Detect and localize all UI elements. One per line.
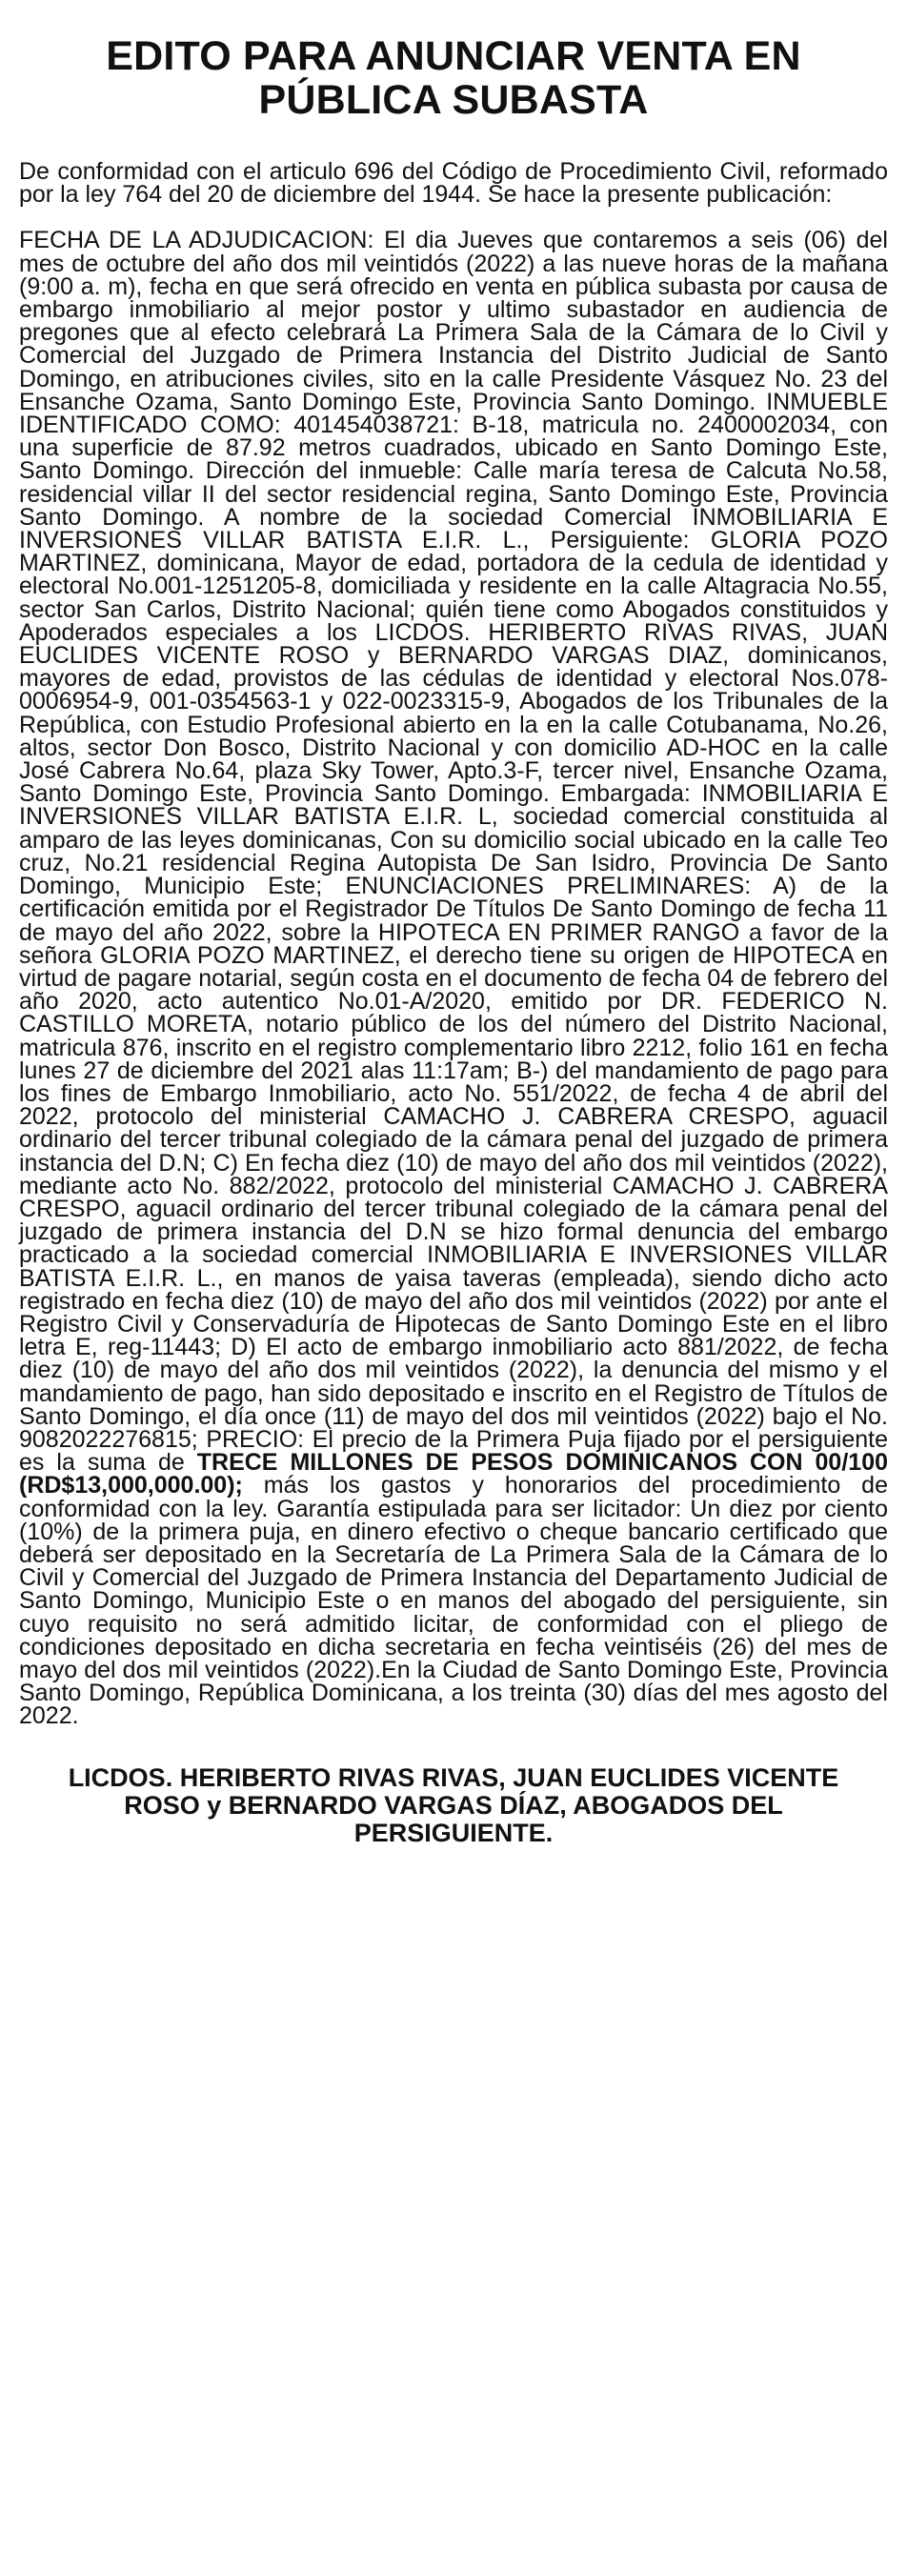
- notice-title-line-2: PÚBLICA SUBASTA: [258, 77, 649, 123]
- notice-title-line-1: EDITO PARA ANUNCIAR VENTA EN: [106, 33, 801, 79]
- auction-terms-text: más los gastos y honorarios del procedimiento de conformidad con la ley. Garantía estipulada para ser licitador: Un diez por ciento (10%) de la primera puja, en dinero efectivo o cheque bancario certificado que deberá ser depositado en la Secretaría de La Primera Sala de la Cámara de lo Civil y Comercial del Juzgado de Primera Instancia del Departamento Judicial de Santo Domingo, Municipio Este o en manos del abogado del persiguiente, sin cuyo requisito no será admitido licitar, de conformidad con el pliego de condiciones depositado en dicha secretaria en fecha veintiséis (26) del mes de mayo del dos mil veintidos (2022).En la Ciudad de Santo Domingo Este, Provincia Santo Domingo, República Dominicana, a los treinta (30) días del mes agosto del 2022.: [19, 1472, 888, 1730]
- intro-paragraph: De conformidad con el articulo 696 del Código de Procedimiento Civil, reformado por la ley 764 del 20 de diciembre del 1944. Se hace la presente publicación:: [19, 158, 888, 209]
- auction-details-paragraph: [19, 227, 888, 1730]
- notice-title: [19, 34, 888, 122]
- price-amount: TRECE MILLONES DE PESOS DOMINICANOS CON 00/100 (RD$13,000,000.00);: [19, 1449, 888, 1499]
- auction-details-text: FECHA DE LA ADJUDICACION: El dia Jueves que contaremos a seis (06) del mes de octubre del año dos mil veintidós (2022) a las nueve horas de la mañana (9:00 a. m), fecha en que será ofrecido en venta en pública subasta por causa de embargo inmobiliario al mejor postor y ultimo subastador en audiencia de pregones que al efecto celebrará La Primera Sala de la Cámara de lo Civil y Comercial del Juzgado de Primera Instancia del Distrito Judicial de Santo Domingo, en atribuciones civiles, sito en la calle Presidente Vásquez No. 23 del Ensanche Ozama, Santo Domingo Este, Provincia Santo Domingo. INMUEBLE IDENTIFICADO COMO: 401454038721: B-18, matricula no. 2400002034, con una superficie de 87.92 metros cuadrados, ubicado en Santo Domingo Este, Santo Domingo. Dirección del inmueble: Calle maría teresa de Calcuta No.58, residencial villar II del sector residencial regina, Santo Domingo Este, Provincia Santo Domingo. A nombre de la sociedad Comercial INMOBILIARIA E INVERSIONES VILLAR BATISTA E.I.R. L., Persiguiente: GLORIA POZO MARTINEZ, dominicana, Mayor de edad, portadora de la cedula de identidad y electoral No.001-1251205-8, domiciliada y residente en la calle Altagracia No.55, sector San Carlos, Distrito Nacional; quién tiene como Abogados constituidos y Apoderados especiales a los LICDOS. HERIBERTO RIVAS RIVAS, JUAN EUCLIDES VICENTE ROSO y BERNARDO VARGAS DIAZ, dominicanos, mayores de edad, provistos de las cédulas de identidad y electoral Nos.078-0006954-9, 001-0354563-1 y 022-0023315-9, Abogados de los Tribunales de la República, con Estudio Profesional abierto en la en la calle Cotubanama, No.26, altos, sector Don Bosco, Distrito Nacional y con domicilio AD-HOC en la calle José Cabrera No.64, plaza Sky Tower, Apto.3-F, tercer nivel, Ensanche Ozama, Santo Domingo Este, Provincia Santo Domingo. Embargada: INMOBILIARIA E INVERSIONES VILLAR BATISTA E.I.R. L, sociedad comercial constituida al amparo de las leyes dominicanas, Con su domicilio social ubicado en la calle Teo cruz, No.21 residencial Regina Autopista De San Isidro, Provincia De Santo Domingo, Municipio Este; ENUNCIACIONES PRELIMINARES: A) de la certificación emitida por el Registrador De Títulos De Santo Domingo de fecha 11 de mayo del año 2022, sobre la HIPOTECA EN PRIMER RANGO a favor de la señora GLORIA POZO MARTINEZ, el derecho tiene su origen de HIPOTECA en virtud de pagare notarial, según costa en el documento de fecha 04 de febrero del año 2020, acto autentico No.01-A/2020, emitido por DR. FEDERICO N. CASTILLO MORETA, notario público de los del número del Distrito Nacional, matricula 876, inscrito en el registro complementario libro 2212, folio 161 en fecha lunes 27 de diciembre del 2021 alas 11:17am; B-) del mandamiento de pago para los fines de Embargo Inmobiliario, acto No. 551/2022, de fecha 4 de abril del 2022, protocolo del ministerial CAMACHO J. CABRERA CRESPO, aguacil ordinario del tercer tribunal colegiado de la cámara penal del juzgado de primera instancia del D.N; C) En fecha diez (10) de mayo del año dos mil veintidos (2022), mediante acto No. 882/2022, protocolo del ministerial CAMACHO J. CABRERA CRESPO, aguacil ordinario del tercer tribunal colegiado de la cámara penal del juzgado de primera instancia del D.N se hizo formal denuncia del embargo practicado a la sociedad comercial INMOBILIARIA E INVERSIONES VILLAR BATISTA E.I.R. L., en manos de yaisa taveras (empleada), siendo dicho acto registrado en fecha diez (10) de mayo del año dos mil veintidos (2022) por ante el Registro Civil y Conservaduría de Hipotecas de Santo Domingo Este en el libro letra E, reg-11443; D) El acto de embargo inmobiliario acto 881/2022, de fecha diez (10) de mayo del año dos mil veintidos (2022), la denuncia del mismo y el mandamiento de pago, han sido depositado e inscrito en el Registro de Títulos de Santo Domingo, el día once (11) de mayo del dos mil veintidos (2022) bajo el No. 9082022276815; PRECIO: El precio de la Primera Puja fijado por el persiguiente es la suma de: [19, 227, 888, 1477]
- attorneys-signature: LICDOS. HERIBERTO RIVAS RIVAS, JUAN EUCLIDES VICENTE ROSO y BERNARDO VARGAS DÍAZ, ABOGADOS DEL PERSIGUIENTE.: [68, 1762, 839, 1847]
